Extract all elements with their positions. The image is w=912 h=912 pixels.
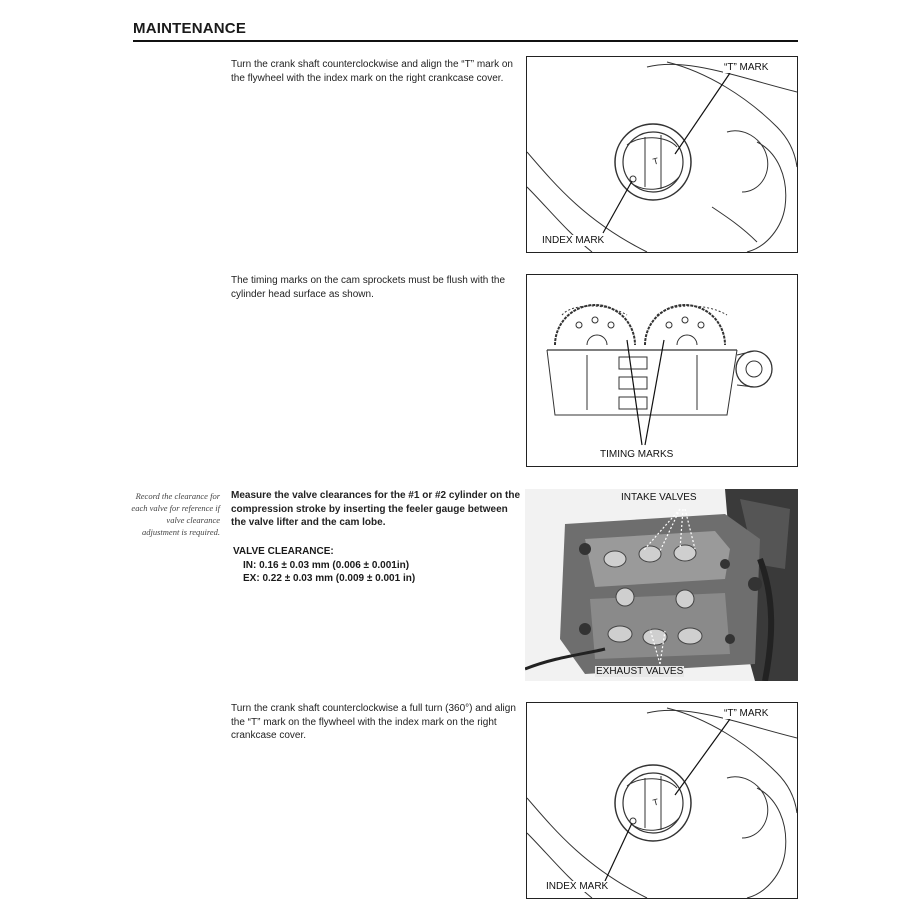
spec-heading: VALVE CLEARANCE: <box>233 546 334 557</box>
flywheel-figure-1 <box>526 56 798 253</box>
page-title: MAINTENANCE <box>133 20 247 37</box>
t-mark-label-2: “T” MARK <box>724 708 769 719</box>
cam-sprocket-illustration <box>527 275 797 466</box>
t-mark-label: “T” MARK <box>724 62 769 73</box>
flywheel-t-mark: T <box>651 155 660 167</box>
flywheel-t-mark-2: T <box>651 796 660 808</box>
step-3-text: Measure the valve clearances for the #1 or #2 cylinder on the compression stroke by inserting the feeler gauge between the valve lifter and the cam lobe. <box>231 490 521 528</box>
cam-sprocket-figure <box>526 274 798 467</box>
intake-valves-label: INTAKE VALVES <box>621 492 697 503</box>
flywheel-illustration <box>527 57 797 252</box>
step-2-text: The timing marks on the cam sprockets must be flush with the cylinder head surface as shown. <box>231 275 505 300</box>
index-mark-label-2: INDEX MARK <box>546 881 609 892</box>
spec-intake: IN: 0.16 ± 0.03 mm (0.006 ± 0.001in) <box>243 559 410 571</box>
spec-exhaust: EX: 0.22 ± 0.03 mm (0.009 ± 0.001 in) <box>243 573 416 584</box>
index-mark-label: INDEX MARK <box>542 235 605 246</box>
flywheel-figure-2 <box>526 702 798 899</box>
step-4-text: Turn the crank shaft counterclockwise a full turn (360°) and align the “T” mark on the flywheel with the index mark on the right crankcase cover. <box>231 703 516 741</box>
timing-marks-label: TIMING MARKS <box>600 449 674 460</box>
valve-clearance-spec <box>233 545 415 586</box>
valve-clearance-sidenote: Record the clearance for each valve for reference if valve clearance adjustment is required. <box>131 491 220 537</box>
flywheel-illustration-2 <box>527 703 797 898</box>
cylinder-head-photo <box>525 489 798 681</box>
step-1-text: Turn the crank shaft counterclockwise and align the “T” mark on the flywheel with the index mark on the right crankcase cover. <box>231 59 513 84</box>
title-rule <box>133 40 798 42</box>
exhaust-valves-label: EXHAUST VALVES <box>596 666 684 677</box>
cylinder-head-illustration <box>525 489 798 681</box>
